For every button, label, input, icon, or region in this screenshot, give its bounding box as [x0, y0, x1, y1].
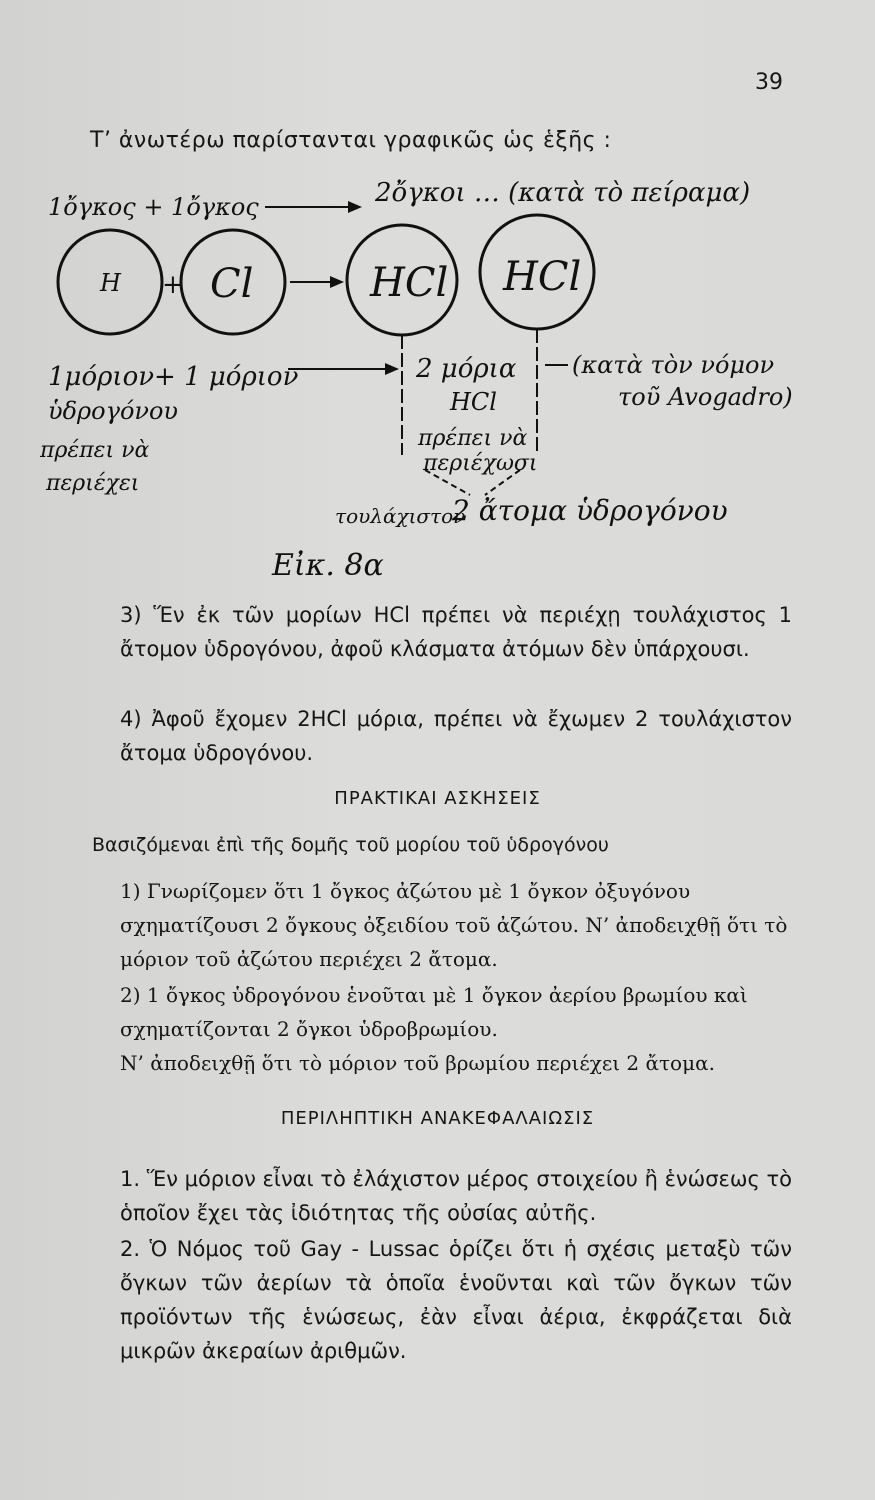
hand-drawn-figure	[40, 165, 830, 585]
fig-two-atoms: 2 ἄτομα ὑδρογόνου	[452, 494, 728, 527]
fig-contain: περιέχει	[46, 471, 140, 496]
molecule-1-label: HCl	[370, 260, 449, 306]
atom-h-label: H	[100, 269, 121, 297]
fig-must-2: πρέπει νὰ	[418, 426, 528, 451]
intro-line: Τ’ ἀνωτέρω παρίστανται γραφικῶς ὡς ἑξῆς :	[90, 128, 612, 153]
fig-atleast: τουλάχιστον	[335, 504, 466, 528]
fig-hydrogen: ὑδρογόνου	[48, 397, 179, 425]
summary-1: 1. Ἕν μόριον εἶναι τὸ ἐλάχιστον μέρος στοιχείου ἢ ἑνώσεως τὸ ὁποῖον ἔχει τὰς ἰδιότητας τῆς οὐσίας αὐτῆς.	[120, 1167, 792, 1225]
exercise-1: 1) Γνωρίζομεν ὅτι 1 ὄγκος ἀζώτου μὲ 1 ὄγκον ὀξυγόνου σχηματίζουσι 2 ὄγκους ὀξειδίου τοῦ ἀζώτου. Ν’ ἀποδειχθῇ ὅτι τὸ μόριον τοῦ ἀζώτου περιέχει 2 ἄτομα.	[120, 879, 788, 971]
fig-must: πρέπει νὰ	[40, 438, 150, 463]
heading-summary: ΠΕΡΙΛΗΠΤΙΚΗ ΑΝΑΚΕΦΑΛΑΙΩΣΙΣ	[280, 1108, 595, 1129]
exercise-2: 2) 1 ὄγκος ὑδρογόνου ἑνοῦται μὲ 1 ὄγκον ἀερίου βρωμίου καὶ σχηματίζονται 2 ὄγκοι ὑδροβρωμίου. Ν’ ἀποδειχθῇ ὅτι τὸ μόριον τοῦ βρωμίου περιέχει 2 ἄτομα.	[120, 983, 748, 1075]
paragraph-3: 3) Ἕν ἐκ τῶν μορίων HCl πρέπει νὰ περιέχῃ τουλάχιστος 1 ἄτομον ὑδρογόνου, ἀφοῦ κλάσματα ἀτόμων δὲν ὑπάρχουσι.	[120, 603, 792, 661]
figure-caption: Εἰκ. 8α	[272, 548, 384, 583]
summary-2: 2. Ὁ Νόμος τοῦ Gay - Lussac ὁρίζει ὅτι ἡ σχέσις μεταξὺ τῶν ὄγκων τῶν ἀερίων τὰ ὁποῖα ἑνοῦνται καὶ τῶν ὄγκων τῶν προϊόντων τῆς ἑνώσεως, ἐὰν εἶναι ἀέρια, ἐκφράζεται διὰ μικρῶν ἀκεραίων ἀριθμῶν.	[120, 1237, 792, 1363]
fig-law-1: (κατὰ τὸν νόμον	[572, 351, 775, 379]
fig-volumes-right: 2ὄγκοι … (κατὰ τὸ πείραμα)	[375, 178, 751, 208]
exercise-intro: Βασιζόμεναι ἐπὶ τῆς δομῆς τοῦ μορίου τοῦ ὑδρογόνου	[92, 834, 609, 856]
paragraph-4: 4) Ἀφοῦ ἔχομεν 2HCl μόρια, πρέπει νὰ ἔχωμεν 2 τουλάχιστον ἄτομα ὑδρογόνου.	[120, 707, 792, 765]
fig-volumes-left: 1ὄγκος + 1ὄγκος	[48, 193, 259, 221]
fig-two-molecules: 2 μόρια	[416, 354, 517, 384]
heading-exercises: ΠΡΑΚΤΙΚΑΙ ΑΣΚΗΣΕΙΣ	[334, 788, 541, 809]
fig-molecules-left: 1μόριον+ 1 μόριον	[48, 362, 299, 392]
atom-cl-label: Cl	[210, 261, 254, 307]
fig-law-2: τοῦ Avogadro)	[618, 383, 793, 411]
molecule-2-label: HCl	[503, 254, 582, 300]
fig-contain-2: περιέχωσι	[423, 451, 538, 476]
plus-sign: +	[162, 270, 184, 300]
fig-hcl: HCl	[450, 388, 497, 416]
page-number: 39	[755, 70, 783, 95]
